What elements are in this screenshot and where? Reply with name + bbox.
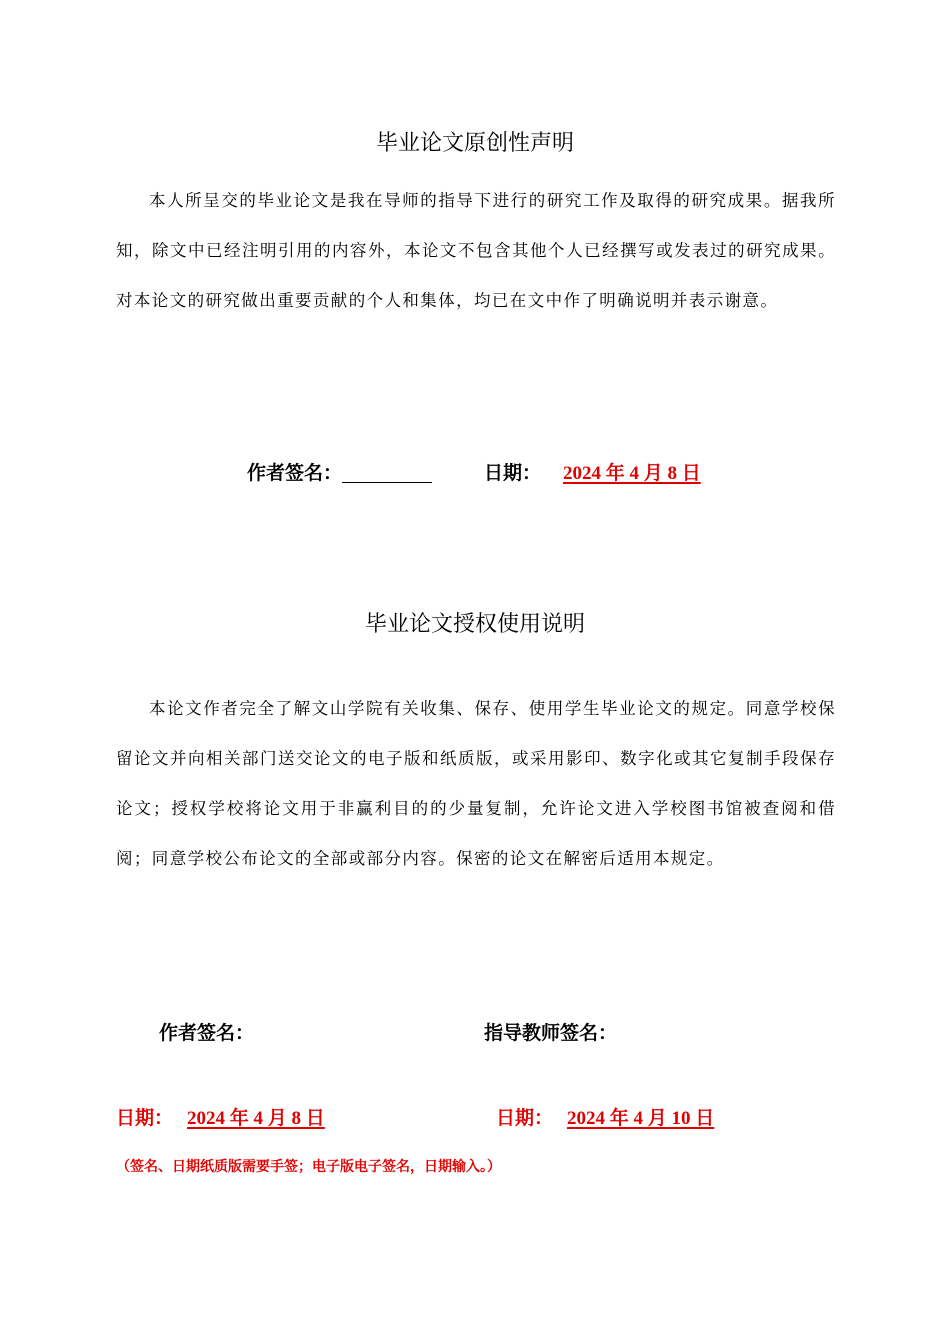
date-value[interactable]: 2024 年 4 月 8 日 <box>563 463 701 484</box>
author-sign-label: 作者签名： <box>247 462 343 484</box>
authorization-title: 毕业论文授权使用说明 <box>364 612 585 637</box>
advisor-sign-label: 指导教师签名： <box>484 1022 618 1044</box>
declaration-author-signature <box>247 458 432 485</box>
signature-note: （签名、日期纸质版需要手签；电子版电子签名，日期输入。） <box>116 1159 501 1175</box>
advisor-signature <box>484 1018 617 1045</box>
advisor-date-value[interactable]: 2024 年 4 月 10 日 <box>567 1108 715 1129</box>
authorization-body: 本论文作者完全了解文山学院有关收集、保存、使用学生毕业论文的规定。同意学校保留论文并向相关部门送交论文的电子版和纸质版，或采用影印、数字化或其它复制手段保存论文；授权学校将论文用于非赢利目的的少量复制，允许论文进入学校图书馆被查阅和借阅；同意学校公布论文的全部或部分内容。保密的论文在解密后适用本规定。 <box>116 699 836 868</box>
date-label: 日期： <box>484 462 542 484</box>
advisor-date-label: 日期： <box>496 1107 554 1129</box>
declaration-body: 本人所呈交的毕业论文是我在导师的指导下进行的研究工作及取得的研究成果。据我所知，除文中已经注明引用的内容外，本论文不包含其他个人已经撰写或发表过的研究成果。对本论文的研究做出重要贡献的个人和集体，均已在文中作了明确说明并表示谢意。 <box>116 191 836 310</box>
authorization-author-signature <box>159 1018 254 1045</box>
author-sign-blank[interactable] <box>342 462 432 483</box>
declaration-date <box>484 458 725 485</box>
author-date-label: 日期： <box>116 1107 174 1129</box>
declaration-title: 毕业论文原创性声明 <box>375 131 574 156</box>
author-date-value[interactable]: 2024 年 4 月 8 日 <box>187 1108 325 1129</box>
author-date <box>116 1103 329 1130</box>
author-sign-label: 作者签名： <box>159 1022 255 1044</box>
advisor-date <box>496 1103 718 1130</box>
